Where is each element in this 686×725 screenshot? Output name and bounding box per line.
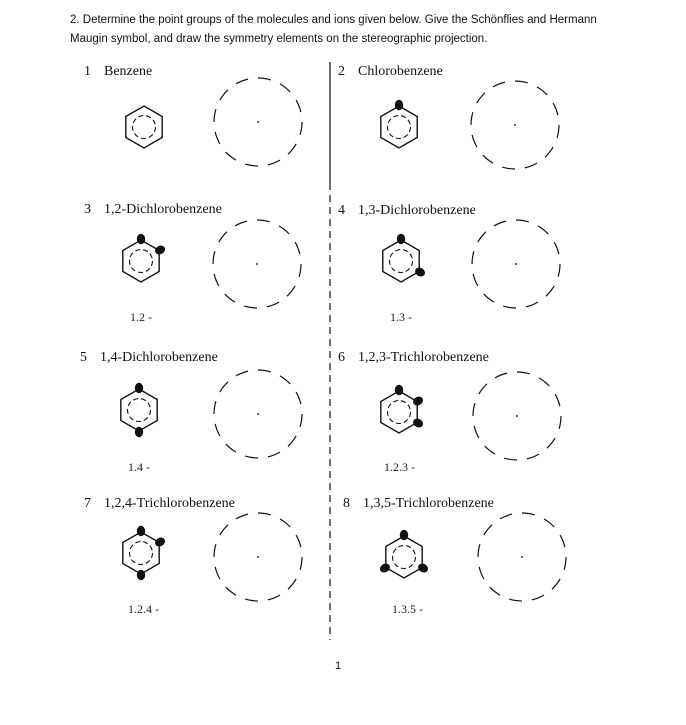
chlorine-substituent-bottom bbox=[137, 570, 145, 580]
item-number: 3 bbox=[84, 202, 91, 217]
stereo-projection-8 bbox=[478, 513, 566, 601]
stereo-projection-2 bbox=[471, 81, 559, 169]
benzene-ring-6 bbox=[381, 385, 425, 433]
stereo-projection-3 bbox=[213, 220, 301, 308]
answer-prompt-3: 1.2 - bbox=[130, 310, 152, 324]
chlorine-substituent-top bbox=[400, 530, 408, 540]
item-name: 1,2,4-Trichlorobenzene bbox=[104, 496, 235, 511]
page-number: 1 bbox=[335, 660, 342, 672]
chlorine-substituent-lower-right bbox=[411, 417, 424, 429]
answer-prompt-7: 1.2.4 - bbox=[128, 602, 159, 616]
answer-prompt-5: 1.4 - bbox=[128, 460, 150, 474]
benzene-ring-7 bbox=[123, 526, 167, 580]
chlorine-substituent-top bbox=[397, 234, 405, 244]
chlorine-substituent-top bbox=[137, 234, 145, 244]
item-name: Benzene bbox=[104, 64, 153, 79]
benzene-ring-4 bbox=[383, 234, 427, 282]
item-name: 1,2-Dichlorobenzene bbox=[104, 202, 222, 217]
stereo-projection-4 bbox=[472, 220, 560, 308]
item-number: 7 bbox=[84, 496, 91, 511]
benzene-ring-3 bbox=[123, 234, 167, 282]
item-number: 6 bbox=[338, 350, 345, 365]
chlorine-substituent-lower-right bbox=[416, 562, 429, 574]
stereo-projection-6 bbox=[473, 372, 561, 460]
chlorine-substituent-upper-right bbox=[153, 536, 166, 548]
chlorine-substituent-top bbox=[137, 526, 145, 536]
benzene-ring-8 bbox=[378, 530, 429, 578]
benzene-ring-2 bbox=[381, 100, 417, 148]
item-number: 8 bbox=[343, 496, 350, 511]
chlorine-substituent-upper-right bbox=[411, 395, 424, 407]
answer-prompt-8: 1.3.5 - bbox=[392, 602, 423, 616]
chlorine-substituent-top bbox=[395, 100, 403, 110]
answer-prompt-4: 1.3 - bbox=[390, 310, 412, 324]
item-name: Chlorobenzene bbox=[358, 64, 443, 79]
chlorine-substituent-top bbox=[395, 385, 403, 395]
stereo-projection-1 bbox=[214, 78, 302, 166]
item-name: 1,3-Dichlorobenzene bbox=[358, 203, 476, 218]
benzene-ring-5 bbox=[121, 383, 157, 437]
chlorine-substituent-upper-right bbox=[153, 244, 166, 256]
question-text: 2. Determine the point groups of the molecules and ions given below. Give the Schönflies and Hermann Maugin symbol, and draw the symmetry elements on the stereographic projection. bbox=[70, 14, 597, 45]
chlorine-substituent-top bbox=[135, 383, 143, 393]
item-name: 1,2,3-Trichlorobenzene bbox=[358, 350, 489, 365]
item-number: 2 bbox=[338, 64, 345, 79]
item-number: 5 bbox=[80, 350, 87, 365]
chlorine-substituent-lower-left bbox=[378, 562, 391, 574]
item-name: 1,3,5-Trichlorobenzene bbox=[363, 496, 494, 511]
stereo-projection-5 bbox=[214, 370, 302, 458]
answer-prompt-6: 1.2.3 - bbox=[384, 460, 415, 474]
item-name: 1,4-Dichlorobenzene bbox=[100, 350, 218, 365]
chlorine-substituent-bottom bbox=[135, 427, 143, 437]
item-number: 1 bbox=[84, 64, 91, 79]
stereo-projection-7 bbox=[214, 513, 302, 601]
chlorine-substituent-lower-right bbox=[413, 266, 426, 278]
benzene-ring-1 bbox=[126, 106, 162, 148]
item-number: 4 bbox=[338, 203, 345, 218]
